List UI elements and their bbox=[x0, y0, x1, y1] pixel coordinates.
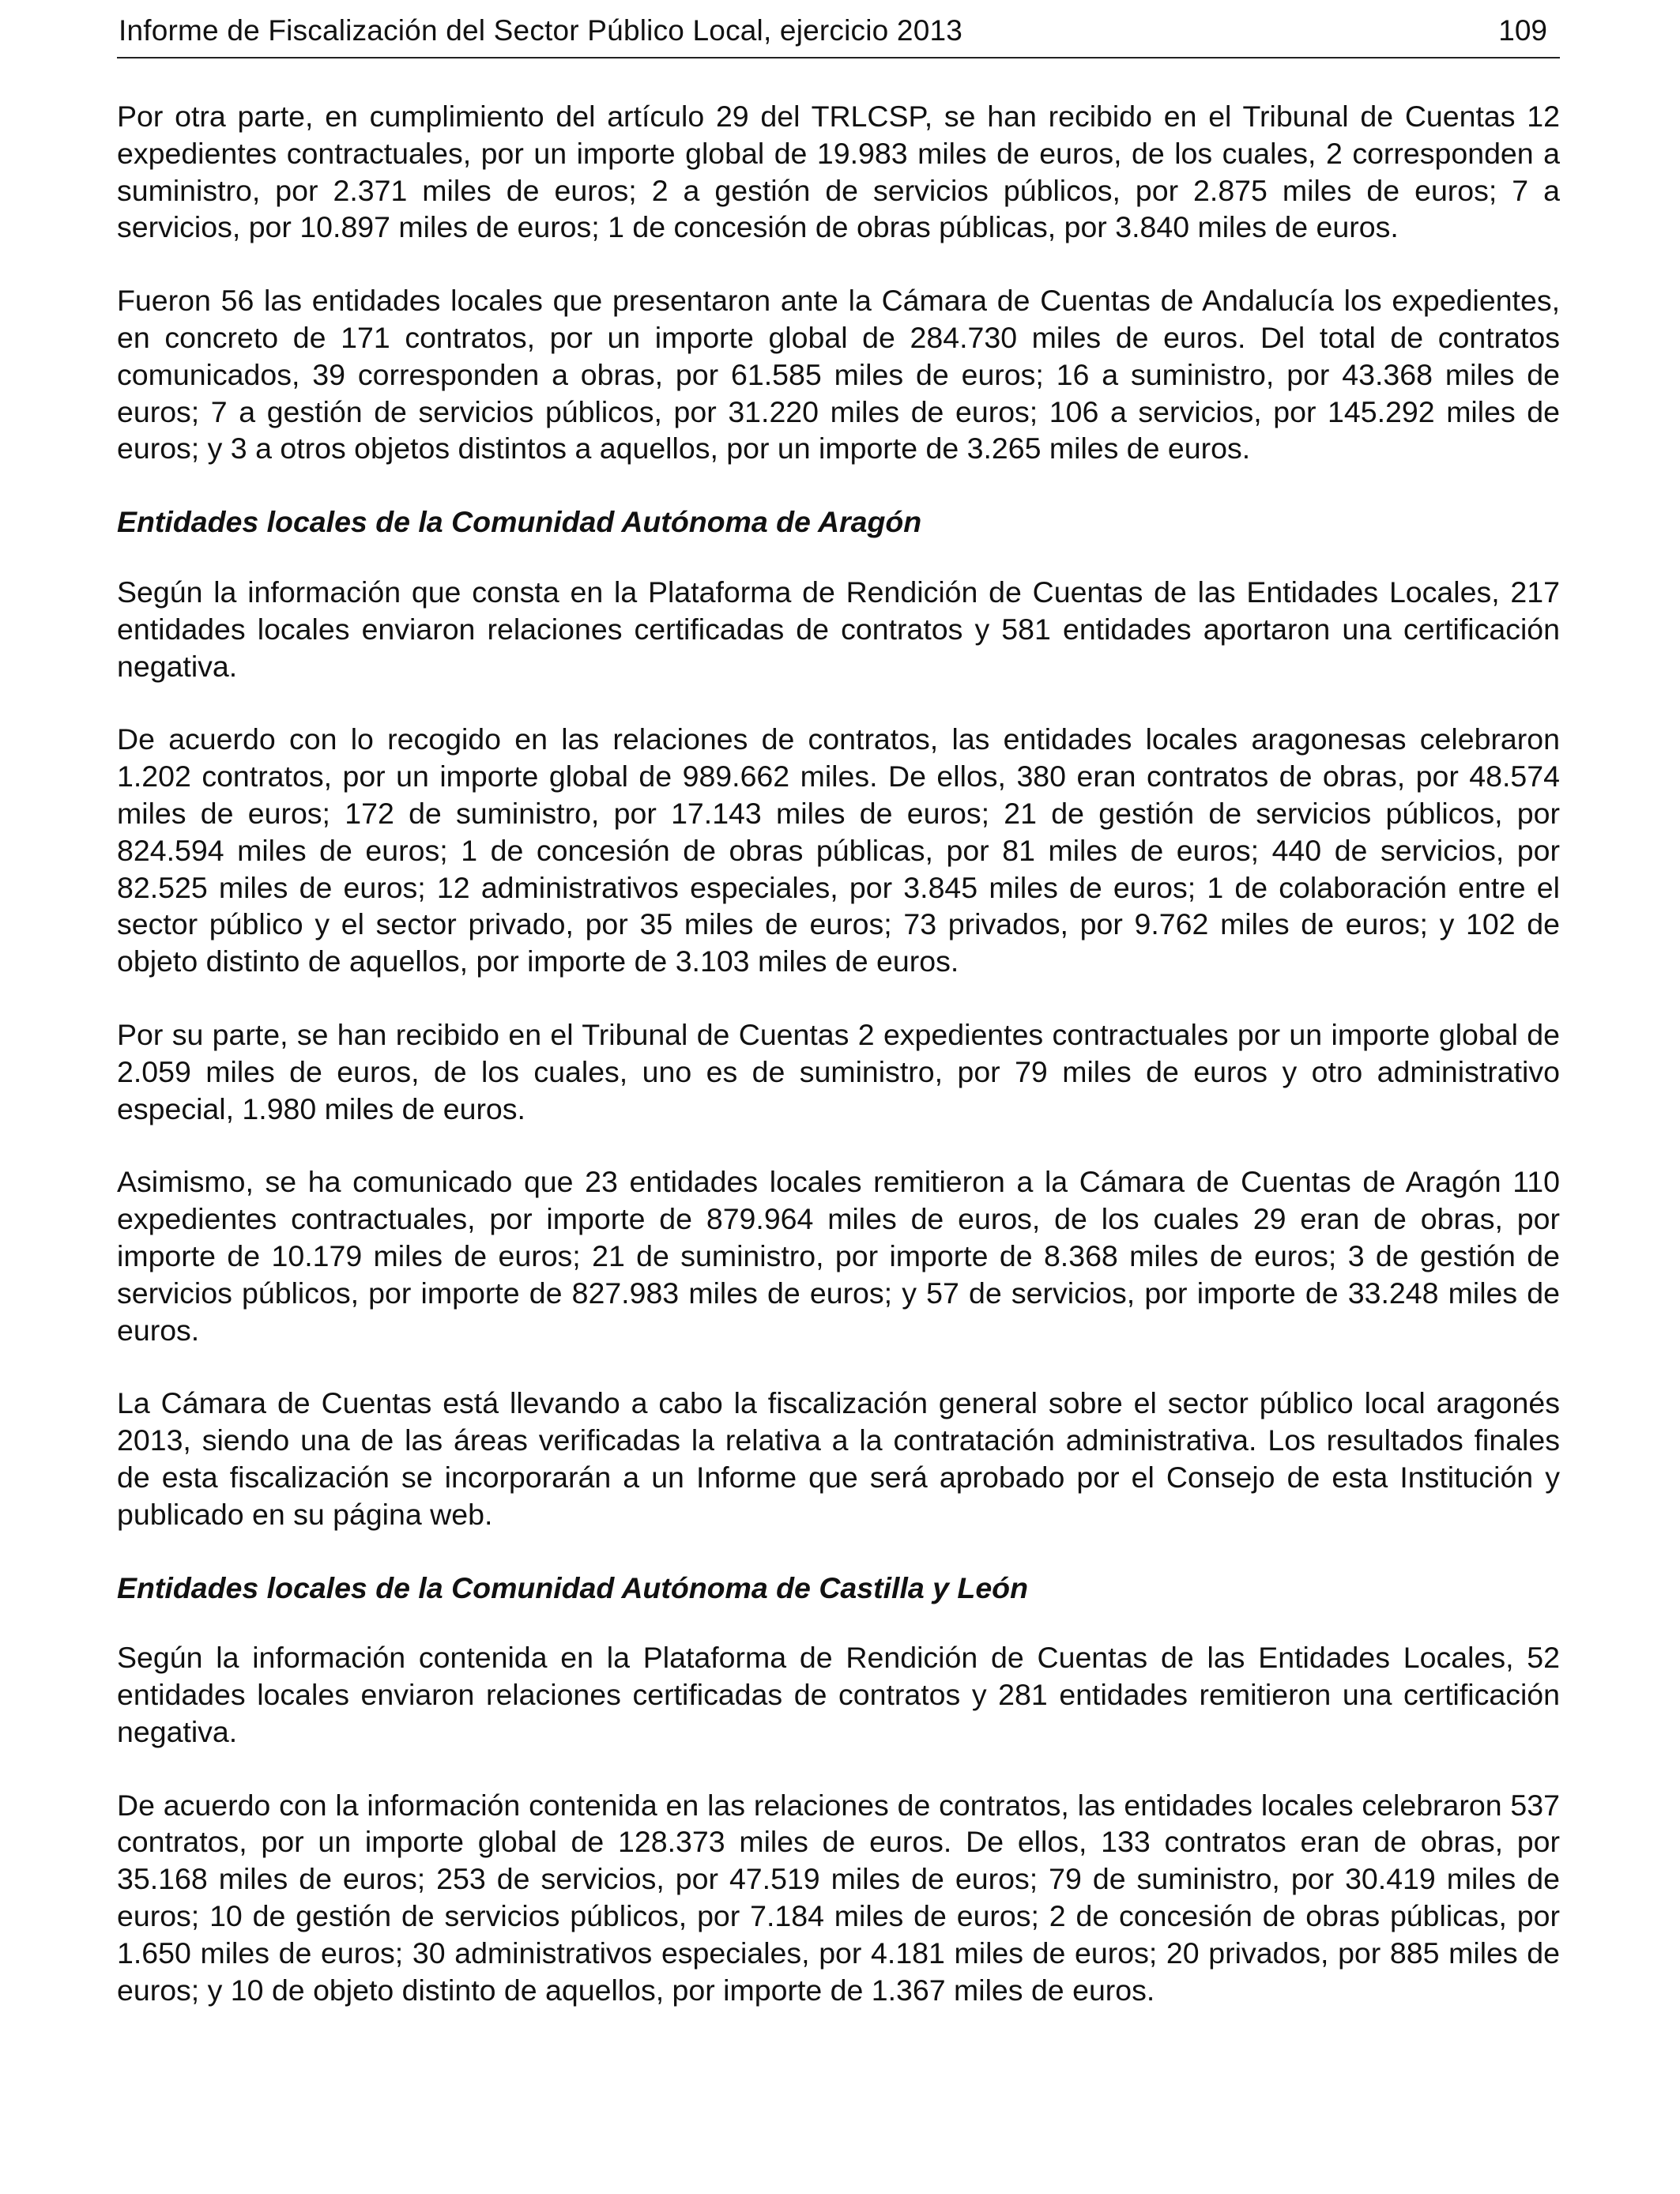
page-number: 109 bbox=[1498, 14, 1547, 47]
paragraph: Fueron 56 las entidades locales que presentaron ante la Cámara de Cuentas de Andalucía los expedientes, en concreto de 171 contratos, por un importe global de 284.730 miles de euros. Del total de contratos comunicados, 39 corresponden a obras, por 61.585 miles de euros; 16 a suministro, por 43.368 miles de euros; 7 a gestión de servicios públicos, por 31.220 miles de euros; 106 a servicios, por 145.292 miles de euros; y 3 a otros objetos distintos a aquellos, por un importe de 3.265 miles de euros. bbox=[117, 284, 1560, 466]
paragraph: Por su parte, se han recibido en el Tribunal de Cuentas 2 expedientes contractuales por un importe global de 2.059 miles de euros, de los cuales, uno es de suministro, por 79 miles de euros y otro administrativo especial, 1.980 miles de euros. bbox=[117, 1017, 1560, 1125]
paragraph: De acuerdo con la información contenida en las relaciones de contratos, las entidades locales celebraron 537 contratos, por un importe global de 128.373 miles de euros. De ellos, 133 contratos eran de obras, por 35.168 miles de euros; 253 de servicios, por 47.519 miles de euros; 79 de suministro, por 30.419 miles de euros; 10 de gestión de servicios públicos, por 7.184 miles de euros; 2 de concesión de obras públicas, por 1.650 miles de euros; 30 administrativos especiales, por 4.181 miles de euros; 20 privados, por 885 miles de euros; y 10 de objeto distinto de aquellos, por importe de 1.367 miles de euros. bbox=[117, 1788, 1560, 2007]
paragraph: Por otra parte, en cumplimiento del artículo 29 del TRLCSP, se han recibido en el Tribunal de Cuentas 12 expedientes contractuales, por un importe global de 19.983 miles de euros, de los cuales, 2 corresponden a suministro, por 2.371 miles de euros; 2 a gestión de servicios públicos, por 2.875 miles de euros; 7 a servicios, por 10.897 miles de euros; 1 de concesión de obras públicas, por 3.840 miles de euros. bbox=[117, 100, 1560, 244]
paragraph: Asimismo, se ha comunicado que 23 entidades locales remitieron a la Cámara de Cuentas de Aragón 110 expedientes contractuales, por importe de 879.964 miles de euros, de los cuales 29 eran de obras, por importe de 10.179 miles de euros; 21 de suministro, por importe de 8.368 miles de euros; 3 de gestión de servicios públicos, por importe de 827.983 miles de euros; y 57 de servicios, por importe de 33.248 miles de euros. bbox=[117, 1165, 1560, 1347]
paragraph: Según la información contenida en la Plataforma de Rendición de Cuentas de las Entidades Locales, 52 entidades locales enviaron relaciones certificadas de contratos y 281 entidades remitieron una certificación negativa. bbox=[117, 1641, 1560, 1748]
header-title: Informe de Fiscalización del Sector Público Local, ejercicio 2013 bbox=[119, 14, 963, 47]
section-heading-castilla-leon: Entidades locales de la Comunidad Autónoma de Castilla y León bbox=[117, 1570, 1028, 1604]
document-body bbox=[117, 58, 1560, 2008]
section-heading-aragon: Entidades locales de la Comunidad Autónoma de Aragón bbox=[117, 505, 922, 539]
document-page bbox=[117, 0, 1560, 2045]
paragraph: De acuerdo con lo recogido en las relaciones de contratos, las entidades locales aragonesas celebraron 1.202 contratos, por un importe global de 989.662 miles. De ellos, 380 eran contratos de obras, por 48.574 miles de euros; 172 de suministro, por 17.143 miles de euros; 21 de gestión de servicios públicos, por 824.594 miles de euros; 1 de concesión de obras públicas, por 81 miles de euros; 440 de servicios, por 82.525 miles de euros; 12 administrativos especiales, por 3.845 miles de euros; 1 de colaboración entre el sector público y el sector privado, por 35 miles de euros; 73 privados, por 9.762 miles de euros; y 102 de objeto distinto de aquellos, por importe de 3.103 miles de euros. bbox=[117, 722, 1560, 978]
paragraph: La Cámara de Cuentas está llevando a cabo la fiscalización general sobre el sector público local aragonés 2013, siendo una de las áreas verificadas la relativa a la contratación administrativa. Los resultados finales de esta fiscalización se incorporarán a un Informe que será aprobado por el Consejo de esta Institución y publicado en su página web. bbox=[117, 1386, 1560, 1531]
paragraph: Según la información que consta en la Plataforma de Rendición de Cuentas de las Entidades Locales, 217 entidades locales enviaron relaciones certificadas de contratos y 581 entidades aportaron una certificación negativa. bbox=[117, 575, 1560, 683]
page-header bbox=[117, 6, 1560, 58]
